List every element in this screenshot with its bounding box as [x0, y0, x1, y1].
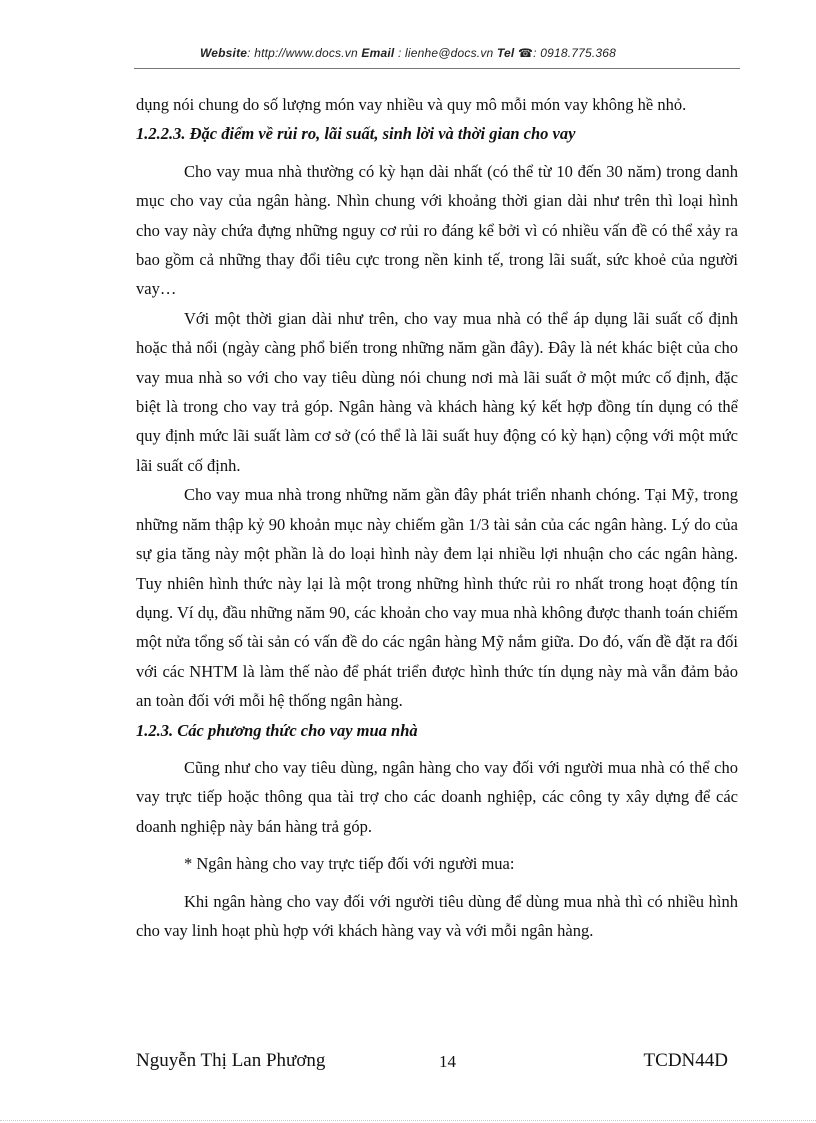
header-divider: [134, 68, 740, 69]
page-header: [0, 46, 816, 60]
paragraph: Khi ngân hàng cho vay đối với người tiêu dùng để dùng mua nhà thì có nhiều hình cho vay linh hoạt phù hợp với khách hàng vay và với mỗi ngân hàng.: [136, 891, 738, 940]
paragraph: Cho vay mua nhà thường có kỳ hạn dài nhất (có thể từ 10 đến 30 năm) trong danh mục cho vay của ngân hàng. Nhìn chung với khoảng thời gian dài như trên thì loại hình cho vay này chứa đựng những nguy cơ rủi ro đáng kể bởi vì có nhiều vấn đề có thể xảy ra bao gồm cả những thay đổi tiêu cực trong nền kinh tế, trong lãi suất, sức khoẻ của người vay…: [136, 161, 738, 299]
phone-icon: ☎: [518, 46, 534, 60]
website-label: Website: [199, 46, 248, 60]
paragraph: Cũng như cho vay tiêu dùng, ngân hàng cho vay đối với người mua nhà có thể cho vay trực tiếp hoặc thông qua tài trợ cho các doanh nghiệp, các công ty xây dựng để các doanh nghiệp này bán hàng trả góp.: [136, 757, 738, 836]
footer-class-code: TCDN44D: [643, 1050, 728, 1071]
paragraph-continued: dụng nói chung do số lượng món vay nhiều và quy mô mỗi món vay không hề nhỏ.: [136, 95, 687, 114]
website-value: : http://www.docs.vn: [247, 46, 358, 60]
tel-value: : 0918.775.368: [533, 46, 617, 60]
tel-label: Tel: [496, 46, 515, 60]
section-heading-1-2-3: 1.2.3. Các phương thức cho vay mua nhà: [136, 720, 418, 740]
footer-author: Nguyễn Thị Lan Phương: [136, 1050, 326, 1071]
paragraph: * Ngân hàng cho vay trực tiếp đối với người mua:: [184, 854, 515, 874]
email-value: : lienhe@docs.vn: [397, 46, 494, 60]
document-body: [136, 90, 738, 945]
page-number: 14: [439, 1052, 456, 1071]
email-label: Email: [361, 46, 395, 60]
page-footer: [136, 1050, 738, 1080]
paragraph: Cho vay mua nhà trong những năm gần đây phát triển nhanh chóng. Tại Mỹ, trong những năm thập kỷ 90 khoản mục này chiếm gần 1/3 tài sản của các ngân hàng. Lý do của sự gia tăng này một phần là do loại hình này đem lại nhiều lợi nhuận cho các ngân hàng. Tuy nhiên hình thức này lại là một trong những hình thức rủi ro nhất trong hoạt động tín dụng. Ví dụ, đầu những năm 90, các khoản cho vay mua nhà không được thanh toán chiếm một nửa tổng số tài sản có vấn đề do các ngân hàng Mỹ nắm giữa. Do đó, vấn đề đặt ra đối với các NHTM là làm thế nào để phát triển được hình thức tín dụng này mà vẫn đảm bảo an toàn đối với mỗi hệ thống ngân hàng.: [136, 485, 738, 711]
page-bottom-border: [0, 1120, 816, 1121]
section-heading-1-2-2-3: 1.2.2.3. Đặc điểm về rủi ro, lãi suất, sinh lời và thời gian cho vay: [136, 124, 576, 144]
paragraph: Với một thời gian dài như trên, cho vay mua nhà có thể áp dụng lãi suất cố định hoặc thả nổi (ngày càng phổ biến trong những năm gần đây). Đây là nét khác biệt của cho vay mua nhà so với cho vay tiêu dùng nói chung nơi mà lãi suất ở một mức cố định, đặc biệt là trong cho vay trả góp. Ngân hàng và khách hàng ký kết hợp đồng tín dụng có thể quy định mức lãi suất làm cơ sở (có thể là lãi suất huy động có kỳ hạn) cộng với một mức lãi suất cố định.: [136, 308, 738, 475]
